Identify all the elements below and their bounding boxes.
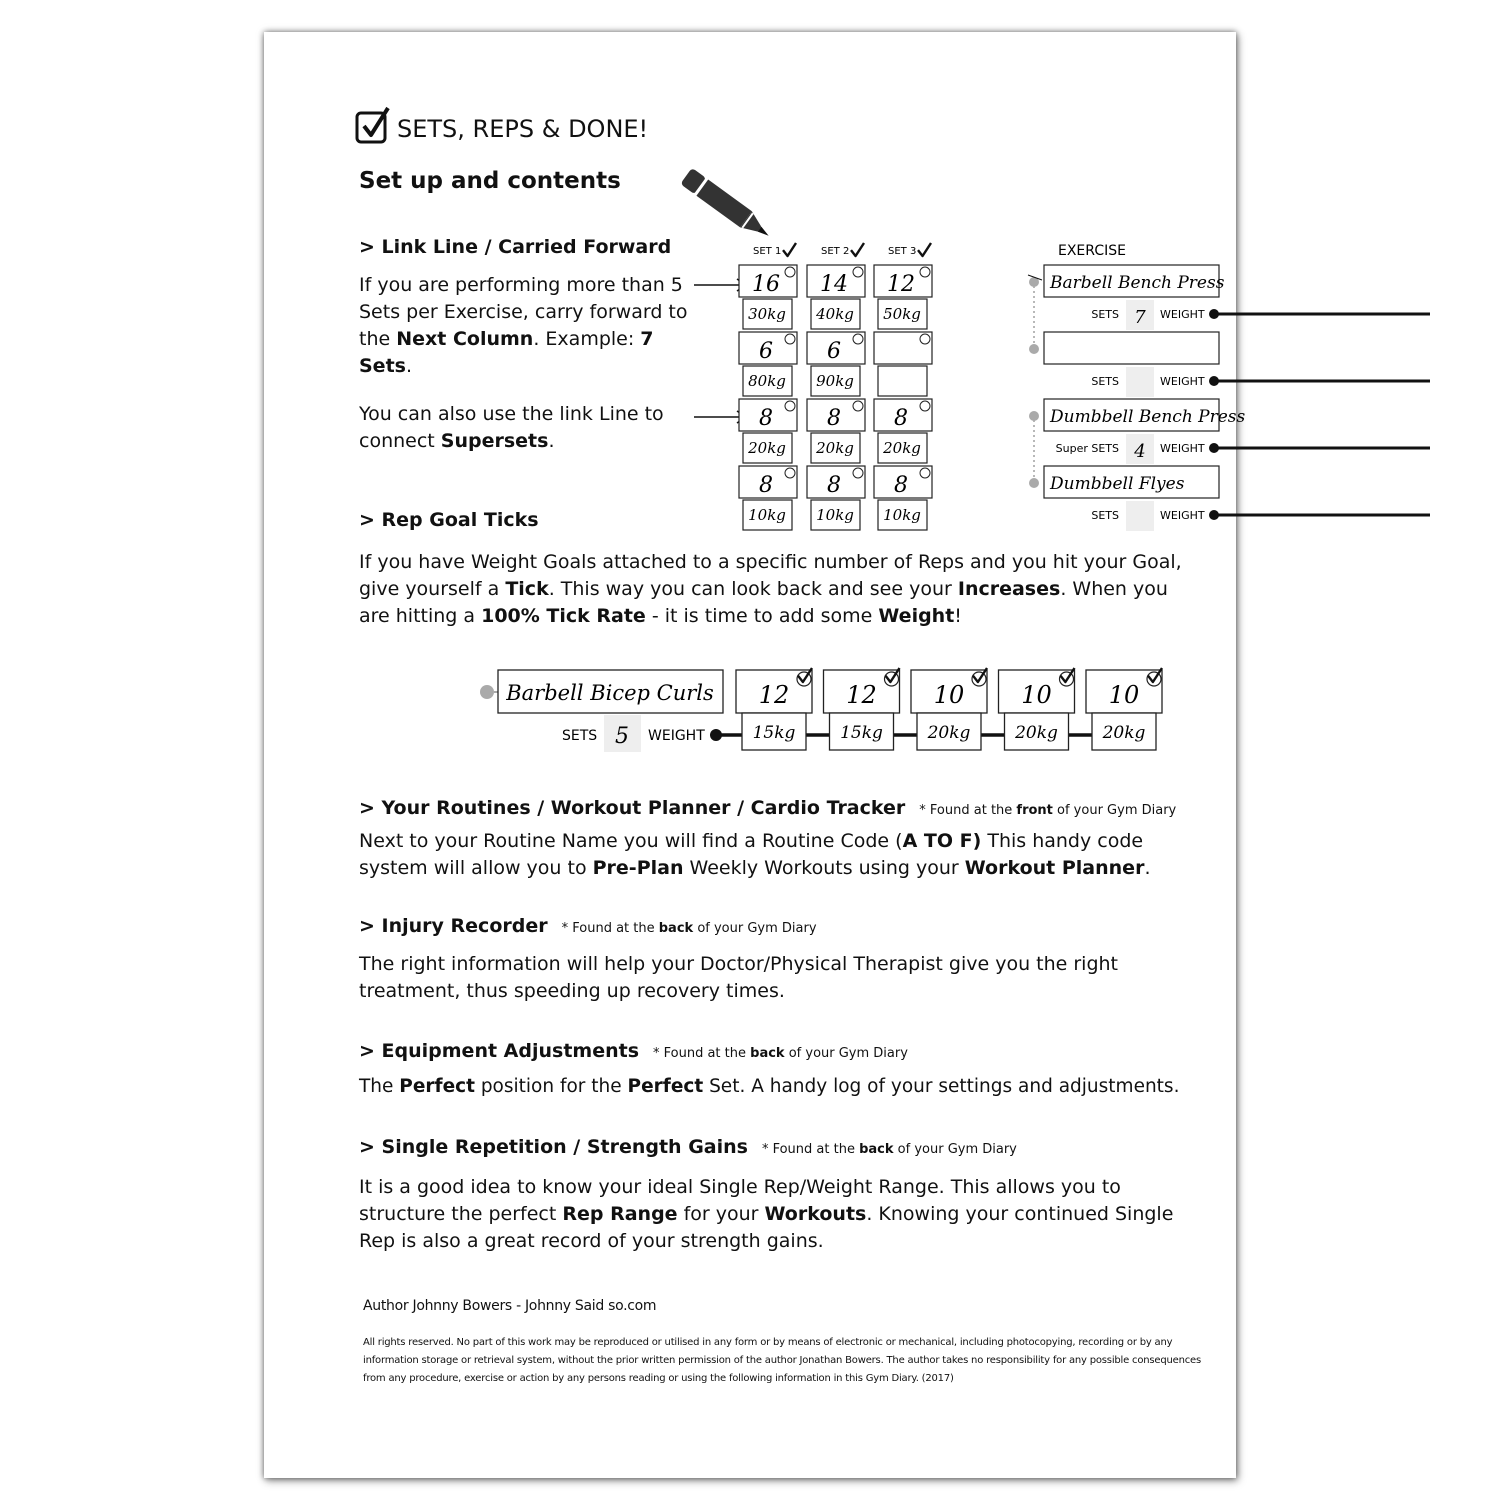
- reps-value: 6: [827, 339, 841, 364]
- checkbox-tick-icon: [354, 106, 394, 146]
- routines-note: * Found at the front of your Gym Diary: [919, 803, 1177, 818]
- single-rep-heading-text: > Single Repetition / Strength Gains: [359, 1136, 748, 1158]
- weight-value: 90kg: [816, 372, 854, 390]
- section-heading: Set up and contents: [359, 168, 621, 194]
- single-rep-heading: [359, 1136, 1017, 1158]
- set-column-label: SET 3: [888, 246, 917, 257]
- single-rep-note: * Found at the back of your Gym Diary: [761, 1142, 1017, 1157]
- exercise-box: [1044, 332, 1219, 364]
- sets-label: SETS: [1091, 308, 1119, 321]
- column-tick-icon: [918, 243, 931, 256]
- equipment-note: * Found at the back of your Gym Diary: [653, 1046, 908, 1061]
- weight-link-dot: [1209, 510, 1219, 520]
- weight-label: WEIGHT: [1160, 509, 1205, 522]
- weight-label: WEIGHT: [648, 728, 705, 744]
- rep-goal-diagram: [474, 664, 1174, 756]
- weight-link-dot: [1209, 309, 1219, 319]
- single-rep-paragraph: It is a good idea to know your ideal Single Rep/Weight Range. This allows you to structure the perfect Rep Range for your Workouts. Knowing your continued Single Rep is also a great record of your strength gains.: [359, 1176, 1174, 1252]
- weight-label: WEIGHT: [1160, 442, 1205, 455]
- reps-value: 8: [759, 473, 773, 498]
- goal-circle-icon: [853, 334, 863, 344]
- copyright-notice: All rights reserved. No part of this work may be reproduced or utilised in any form or by means of electronic or mechanical, including photocopying, recording or by any information storage or retrieval system, without the prior written permission of the author Jonathan Bowers. The author takes no responsibility for any possible consequences from any procedure, exercise or action by any persons reading or using the following information in this Gym Diary. (2017): [363, 1337, 1202, 1384]
- goal-circle-icon: [785, 267, 795, 277]
- goal-circle-icon: [920, 401, 930, 411]
- weight-value: 20kg: [883, 439, 921, 457]
- weight-value: 30kg: [748, 305, 786, 323]
- sets-value: 4: [1134, 441, 1146, 462]
- link-line-heading: > Link Line / Carried Forward: [359, 236, 672, 258]
- sets-label: SETS: [562, 728, 598, 744]
- weight-value: 20kg: [748, 439, 786, 457]
- reps-value: 8: [827, 473, 841, 498]
- reps-value: 8: [894, 406, 908, 431]
- set-column-label: SET 2: [821, 246, 850, 257]
- weight-value: 80kg: [748, 372, 786, 390]
- injury-heading: [359, 915, 817, 937]
- exercise-name: Barbell Bench Press: [1050, 273, 1225, 293]
- page-title: SETS, REPS & DONE!: [397, 115, 649, 143]
- sets-label: Super SETS: [1055, 442, 1119, 455]
- reps-value: 10: [1021, 681, 1052, 709]
- weight-link-dot: [1209, 443, 1219, 453]
- goal-circle-icon: [853, 401, 863, 411]
- sets-box: [1126, 501, 1154, 531]
- weight-box: [878, 366, 927, 396]
- weight-value: 10kg: [816, 506, 854, 524]
- weight-label: WEIGHT: [1160, 308, 1205, 321]
- weight-value: 20kg: [927, 723, 971, 743]
- weight-value: 10kg: [748, 506, 786, 524]
- goal-circle-icon: [785, 334, 795, 344]
- weight-value: 15kg: [840, 723, 883, 743]
- routines-paragraph: Next to your Routine Name you will find a Routine Code (A TO F) This handy code system will allow you to Pre-Plan Weekly Workouts using your Workout Planner.: [359, 830, 1151, 879]
- goal-circle-icon: [853, 468, 863, 478]
- reps-value: 12: [758, 681, 790, 709]
- sets-box: [1126, 367, 1154, 397]
- goal-circle-icon: [920, 334, 930, 344]
- reps-value: 12: [846, 681, 877, 709]
- link-dot: [480, 685, 494, 699]
- routines-heading-text: > Your Routines / Workout Planner / Cardio Tracker: [359, 797, 906, 819]
- weight-value: 40kg: [816, 305, 854, 323]
- sets-label: SETS: [1091, 375, 1119, 388]
- exercise-column-label: EXERCISE: [1058, 243, 1126, 259]
- link-line-paragraph: If you are performing more than 5 Sets per Exercise, carry forward to the Next Column. Example: 7 Sets.: [359, 274, 688, 377]
- link-dot: [1029, 478, 1039, 488]
- sets-value: 7: [1134, 307, 1146, 328]
- weight-link-dot: [1209, 376, 1219, 386]
- goal-circle-icon: [920, 267, 930, 277]
- workout-log-diagram: [748, 202, 1246, 537]
- weight-label: WEIGHT: [1160, 375, 1205, 388]
- equipment-paragraph: The Perfect position for the Perfect Set. A handy log of your settings and adjustments.: [359, 1076, 1180, 1097]
- link-dot: [1029, 344, 1039, 354]
- weight-value: 10kg: [883, 506, 921, 524]
- sets-value: 5: [615, 724, 629, 749]
- column-tick-icon: [783, 243, 796, 256]
- set-column-label: SET 1: [753, 246, 782, 257]
- weight-value: 20kg: [816, 439, 854, 457]
- injury-heading-text: > Injury Recorder: [359, 915, 548, 937]
- reps-value: 14: [820, 272, 848, 297]
- injury-note: * Found at the back of your Gym Diary: [561, 921, 817, 936]
- equipment-heading-text: > Equipment Adjustments: [359, 1040, 639, 1062]
- equipment-heading: [359, 1040, 908, 1062]
- goal-circle-icon: [785, 468, 795, 478]
- author-credit: Author Johnny Bowers - Johnny Said so.com: [363, 1298, 657, 1314]
- reps-value: 8: [827, 406, 841, 431]
- injury-paragraph: The right information will help your Doctor/Physical Therapist give you the right treatment, thus speeding up recovery times.: [359, 953, 1119, 1002]
- rep-goal-paragraph: If you have Weight Goals attached to a specific number of Reps and you hit your Goal, give yourself a Tick. This way you can look back and see your Increases. When you are hitting a 100% Tick Rate - it is time to add some Weight!: [359, 551, 1182, 627]
- routines-heading: [359, 797, 1176, 819]
- document-page: [264, 32, 1246, 1478]
- rep-goal-heading: > Rep Goal Ticks: [359, 509, 539, 531]
- goal-circle-icon: [853, 267, 863, 277]
- weight-value: 20kg: [1102, 723, 1146, 743]
- superset-paragraph: You can also use the link Line to connect Supersets.: [359, 403, 664, 452]
- weight-value: 15kg: [752, 723, 796, 743]
- goal-circle-icon: [920, 468, 930, 478]
- weight-value: 50kg: [883, 305, 921, 323]
- reps-value: 12: [887, 272, 915, 297]
- weight-link-dot: [710, 729, 722, 741]
- reps-value: 10: [933, 681, 965, 709]
- sets-label: SETS: [1091, 509, 1119, 522]
- reps-value: 16: [752, 272, 780, 297]
- exercise-name: Dumbbell Flyes: [1050, 474, 1185, 494]
- link-dot: [1029, 411, 1039, 421]
- exercise-name: Barbell Bicep Curls: [506, 681, 714, 705]
- reps-value: 6: [759, 339, 773, 364]
- reps-value: 8: [894, 473, 908, 498]
- reps-value: 10: [1108, 681, 1140, 709]
- reps-value: 8: [759, 406, 773, 431]
- exercise-name: Dumbbell Bench Press: [1050, 407, 1246, 427]
- column-tick-icon: [851, 243, 864, 256]
- weight-value: 20kg: [1015, 723, 1058, 743]
- goal-circle-icon: [785, 401, 795, 411]
